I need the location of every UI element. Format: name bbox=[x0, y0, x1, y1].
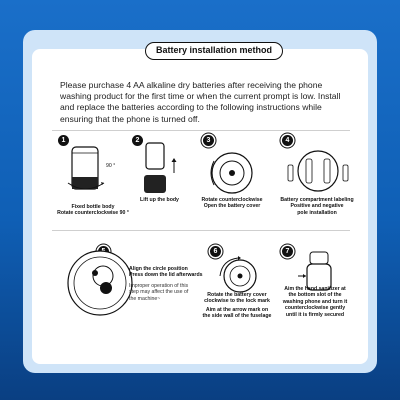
battery-cover-icon bbox=[200, 145, 270, 205]
step-6-caption-secondary: Aim at the arrow mark on the side wall of the fuselage bbox=[202, 307, 272, 320]
step-3 bbox=[200, 135, 270, 225]
step-7-caption: Aim the hand sanitizer at the bottom slot of the washing phone and turn it counterclockwise gently until it is firmly secured bbox=[282, 286, 348, 318]
step-4 bbox=[280, 135, 355, 225]
step-number: 6 bbox=[210, 246, 221, 257]
step-2 bbox=[132, 135, 192, 225]
divider-top bbox=[52, 130, 350, 131]
step-6 bbox=[200, 240, 275, 330]
step-number: 7 bbox=[282, 246, 293, 257]
step-7 bbox=[278, 240, 353, 330]
step-number: 4 bbox=[282, 135, 293, 146]
step-1 bbox=[58, 135, 128, 225]
step-2-caption: Lift up the body bbox=[140, 197, 179, 203]
lift-body-icon bbox=[132, 143, 192, 203]
step-4-caption: Battery compartment labeling Positive and negative pole installation bbox=[280, 197, 354, 216]
step-5 bbox=[55, 240, 203, 325]
bottle-rotate-icon bbox=[58, 143, 128, 203]
step-1-angle: 90 ° bbox=[106, 163, 116, 169]
divider-middle bbox=[52, 230, 350, 231]
step-6-caption: Rotate the battery cover clockwise to the lock mark bbox=[204, 292, 270, 305]
step-number: 3 bbox=[203, 135, 214, 146]
step-5-caption: Align the circle position Press down the lid afterwards bbox=[129, 266, 203, 279]
step-3-caption: Rotate counterclockwise Open the battery cover bbox=[201, 197, 263, 210]
step-1-caption: Fixed bottle body Rotate counterclockwise 90 ° bbox=[57, 204, 129, 217]
step-number: 1 bbox=[58, 135, 69, 146]
step-5-note: Improper operation of this step may affect the use of the machine~ bbox=[129, 283, 189, 302]
intro-text: Please purchase 4 AA alkaline dry batteries after receiving the phone washing product for the first time or when the current prompt is low. Install and replace the batteries according to the following instructions while ensuring that the phone is turned off. bbox=[60, 80, 341, 124]
page-title: Battery installation method bbox=[145, 42, 283, 60]
battery-compartment-icon bbox=[280, 145, 355, 205]
step-number: 2 bbox=[132, 135, 143, 146]
